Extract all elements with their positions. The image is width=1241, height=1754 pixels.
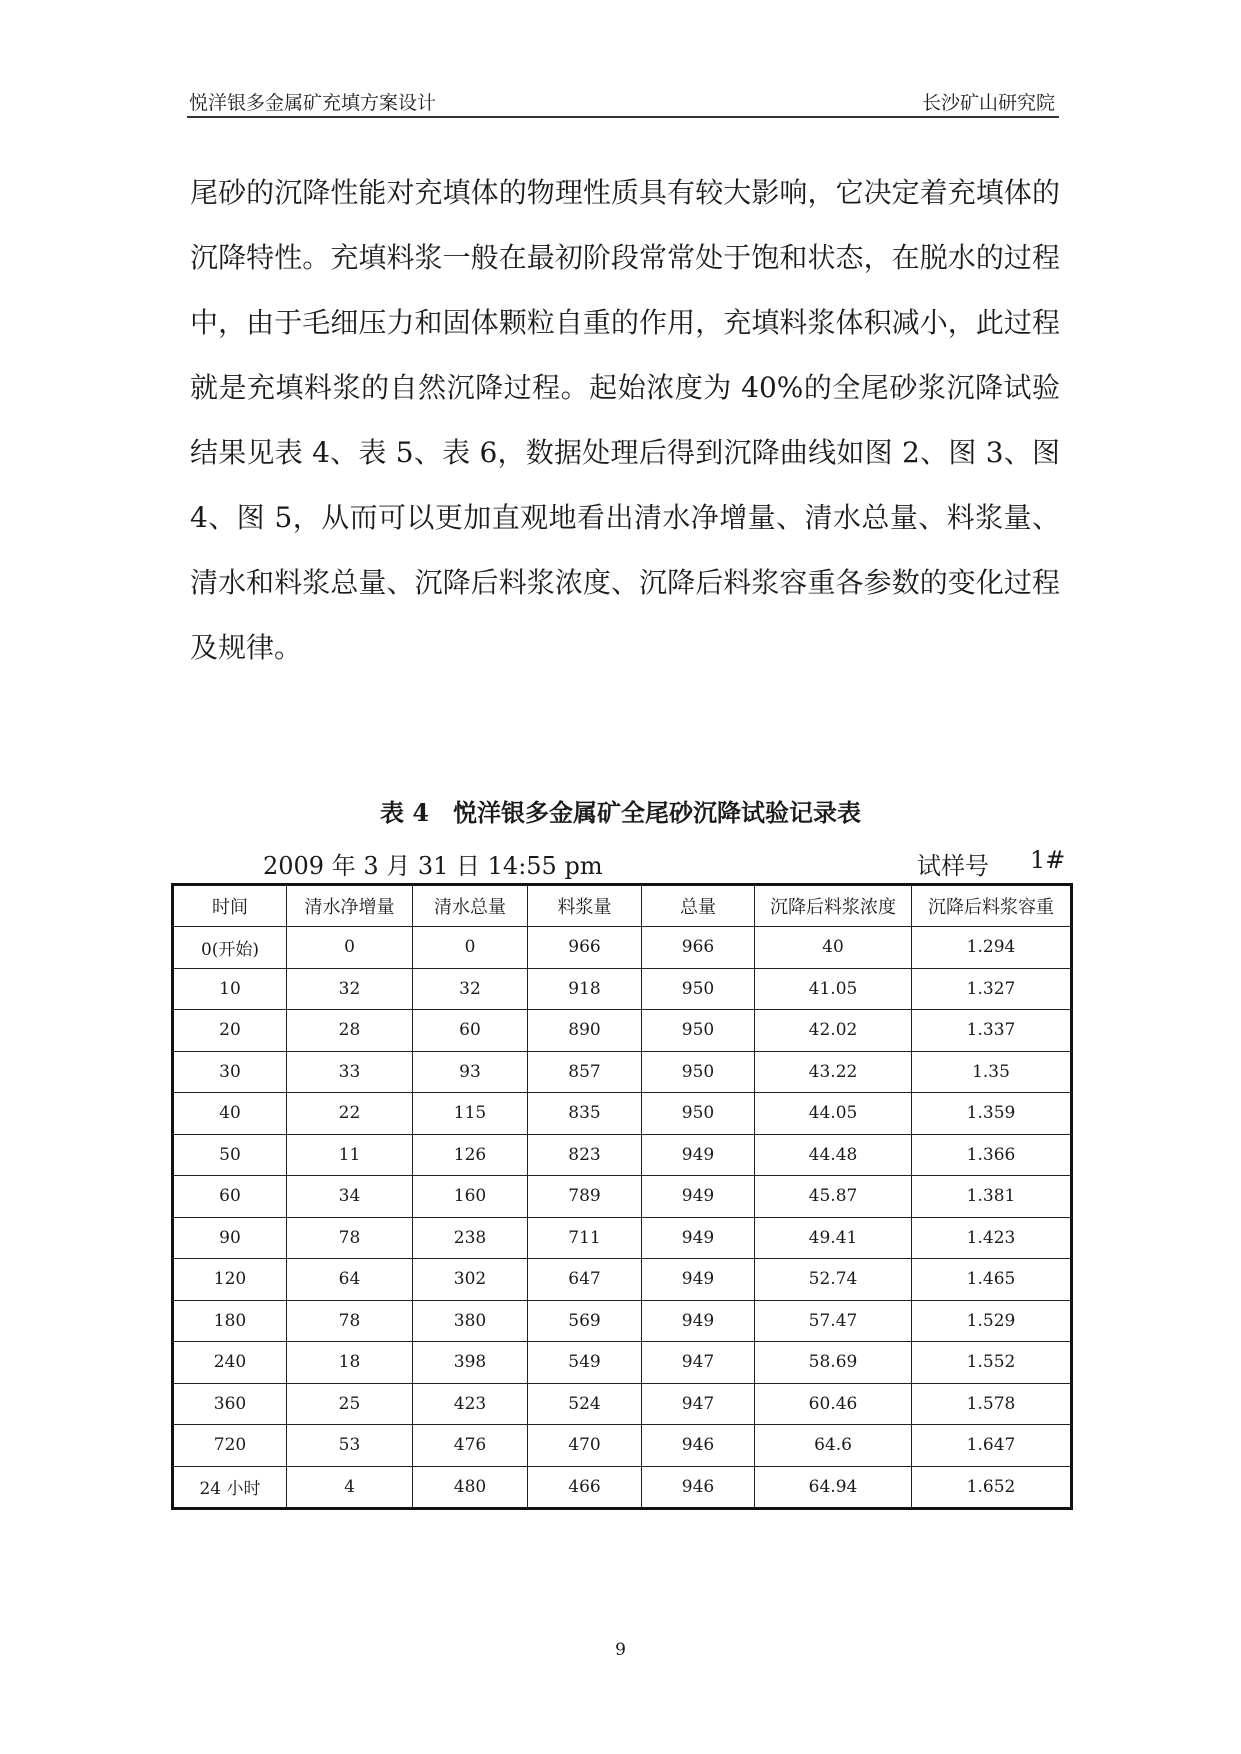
table-cell: 647: [528, 1259, 642, 1301]
table-cell: 466: [528, 1466, 642, 1509]
body-paragraph: 尾砂的沉降性能对充填体的物理性质具有较大影响，它决定着充填体的沉降特性。充填料浆一般在最初阶段常常处于饱和状态，在脱水的过程中，由于毛细压力和固体颗粒自重的作用，充填料浆体积减小，此过程就是充填料浆的自然沉降过程。起始浓度为 40%的全尾砂浆沉降试验结果见表 4、表 5、表 6，数据处理后得到沉降曲线如图 2、图 3、图 4、图 5，从而可以更加直观地看出清水净增量、清水总量、料浆量、清水和料浆总量、沉降后料浆浓度、沉降后料浆容重各参数的变化过程及规律。: [190, 176, 1060, 664]
header-title: 悦洋银多金属矿充填方案设计: [189, 92, 437, 114]
table-cell: 41.05: [755, 968, 912, 1010]
table-cell: 45.87: [755, 1176, 912, 1218]
table-cell: 22: [287, 1093, 413, 1135]
sample-number: 1#: [1030, 846, 1066, 874]
table-cell: 11: [287, 1134, 413, 1176]
table-cell: 918: [528, 968, 642, 1010]
settlement-test-table: [171, 883, 1073, 1510]
table-cell: 360: [173, 1383, 287, 1425]
table-row: [173, 1093, 1072, 1135]
table-row: [173, 1383, 1072, 1425]
table-cell: 60: [413, 1010, 528, 1052]
table-cell: 470: [528, 1425, 642, 1467]
table-cell: 30: [173, 1051, 287, 1093]
table-cell: 1.465: [912, 1259, 1072, 1301]
table-cell: 126: [413, 1134, 528, 1176]
table-row: [173, 1466, 1072, 1509]
table-row: [173, 1010, 1072, 1052]
page-header: [187, 86, 1059, 118]
table-cell: 1.359: [912, 1093, 1072, 1135]
table-cell: 823: [528, 1134, 642, 1176]
table-cell: 1.552: [912, 1342, 1072, 1384]
table-cell: 1.423: [912, 1217, 1072, 1259]
header-institute: 长沙矿山研究院: [921, 92, 1055, 114]
table-cell: 40: [755, 927, 912, 969]
table-cell: 1.381: [912, 1176, 1072, 1218]
table-cell: 28: [287, 1010, 413, 1052]
table-cell: 950: [642, 1010, 755, 1052]
table-cell: 49.41: [755, 1217, 912, 1259]
table-row: [173, 1217, 1072, 1259]
table-cell: 60: [173, 1176, 287, 1218]
table-cell: 711: [528, 1217, 642, 1259]
table-cell: 949: [642, 1259, 755, 1301]
column-header: 料浆量: [528, 885, 642, 927]
column-header: 清水净增量: [287, 885, 413, 927]
column-header: 沉降后料浆容重: [912, 885, 1072, 927]
table-caption: 表 4 悦洋银多金属矿全尾砂沉降试验记录表: [379, 798, 862, 827]
table-cell: 946: [642, 1466, 755, 1509]
table-cell: 44.48: [755, 1134, 912, 1176]
table-cell: 25: [287, 1383, 413, 1425]
table-cell: 4: [287, 1466, 413, 1509]
table-cell: 160: [413, 1176, 528, 1218]
table-cell: 949: [642, 1300, 755, 1342]
table-cell: 950: [642, 968, 755, 1010]
table-row: [173, 1300, 1072, 1342]
table-cell: 120: [173, 1259, 287, 1301]
table-cell: 42.02: [755, 1010, 912, 1052]
table-row: [173, 1134, 1072, 1176]
table-cell: 302: [413, 1259, 528, 1301]
table-cell: 34: [287, 1176, 413, 1218]
table-cell: 50: [173, 1134, 287, 1176]
table-cell: 52.74: [755, 1259, 912, 1301]
table-cell: 835: [528, 1093, 642, 1135]
table-cell: 64: [287, 1259, 413, 1301]
table-cell: 32: [413, 968, 528, 1010]
table-cell: 890: [528, 1010, 642, 1052]
table-cell: 1.366: [912, 1134, 1072, 1176]
column-header: 总量: [642, 885, 755, 927]
table-cell: 789: [528, 1176, 642, 1218]
table-cell: 1.529: [912, 1300, 1072, 1342]
table-cell: 1.327: [912, 968, 1072, 1010]
table-meta: [0, 846, 1241, 880]
table-cell: 950: [642, 1093, 755, 1135]
table-cell: 720: [173, 1425, 287, 1467]
table-cell: 53: [287, 1425, 413, 1467]
table-cell: 90: [173, 1217, 287, 1259]
table-cell: 949: [642, 1217, 755, 1259]
table-cell: 78: [287, 1300, 413, 1342]
table-cell: 43.22: [755, 1051, 912, 1093]
table-cell: 240: [173, 1342, 287, 1384]
table-cell: 18: [287, 1342, 413, 1384]
table-row: [173, 1176, 1072, 1218]
table-cell: 476: [413, 1425, 528, 1467]
table-cell: 549: [528, 1342, 642, 1384]
test-date: 2009 年 3 月 31 日 14:55 pm: [263, 852, 603, 880]
table-cell: 1.35: [912, 1051, 1072, 1093]
table-cell: 947: [642, 1342, 755, 1384]
table-cell: 966: [642, 927, 755, 969]
table-cell: 569: [528, 1300, 642, 1342]
table-cell: 24 小时: [173, 1466, 287, 1509]
table-cell: 115: [413, 1093, 528, 1135]
table-cell: 1.578: [912, 1383, 1072, 1425]
table-cell: 946: [642, 1425, 755, 1467]
table-cell: 44.05: [755, 1093, 912, 1135]
table-row: [173, 927, 1072, 969]
page-number: 9: [615, 1640, 626, 1660]
table-row: [173, 1259, 1072, 1301]
table-cell: 949: [642, 1176, 755, 1218]
table-cell: 64.94: [755, 1466, 912, 1509]
table-cell: 524: [528, 1383, 642, 1425]
column-header: 沉降后料浆浓度: [755, 885, 912, 927]
table-cell: 398: [413, 1342, 528, 1384]
sample-label: 试样号: [917, 852, 989, 880]
table-cell: 966: [528, 927, 642, 969]
table-cell: 947: [642, 1383, 755, 1425]
column-header: 时间: [173, 885, 287, 927]
table-cell: 40: [173, 1093, 287, 1135]
table-cell: 1.647: [912, 1425, 1072, 1467]
table-cell: 20: [173, 1010, 287, 1052]
table-cell: 950: [642, 1051, 755, 1093]
table-cell: 1.652: [912, 1466, 1072, 1509]
table-cell: 423: [413, 1383, 528, 1425]
table-row: [173, 968, 1072, 1010]
table-row: [173, 1425, 1072, 1467]
table-row: [173, 1342, 1072, 1384]
table-cell: 57.47: [755, 1300, 912, 1342]
table-body: [173, 927, 1072, 1509]
table-cell: 180: [173, 1300, 287, 1342]
table-row: [173, 1051, 1072, 1093]
table-cell: 32: [287, 968, 413, 1010]
table-cell: 93: [413, 1051, 528, 1093]
table-cell: 58.69: [755, 1342, 912, 1384]
table-cell: 380: [413, 1300, 528, 1342]
table-cell: 78: [287, 1217, 413, 1259]
table-cell: 0: [413, 927, 528, 969]
table-cell: 64.6: [755, 1425, 912, 1467]
table-header-row: [173, 885, 1072, 927]
table-cell: 1.337: [912, 1010, 1072, 1052]
table-cell: 33: [287, 1051, 413, 1093]
table-cell: 480: [413, 1466, 528, 1509]
table-cell: 0(开始): [173, 927, 287, 969]
table-cell: 10: [173, 968, 287, 1010]
column-header: 清水总量: [413, 885, 528, 927]
table-cell: 60.46: [755, 1383, 912, 1425]
table-cell: 857: [528, 1051, 642, 1093]
table-cell: 949: [642, 1134, 755, 1176]
table-cell: 0: [287, 927, 413, 969]
table-cell: 238: [413, 1217, 528, 1259]
table-cell: 1.294: [912, 927, 1072, 969]
